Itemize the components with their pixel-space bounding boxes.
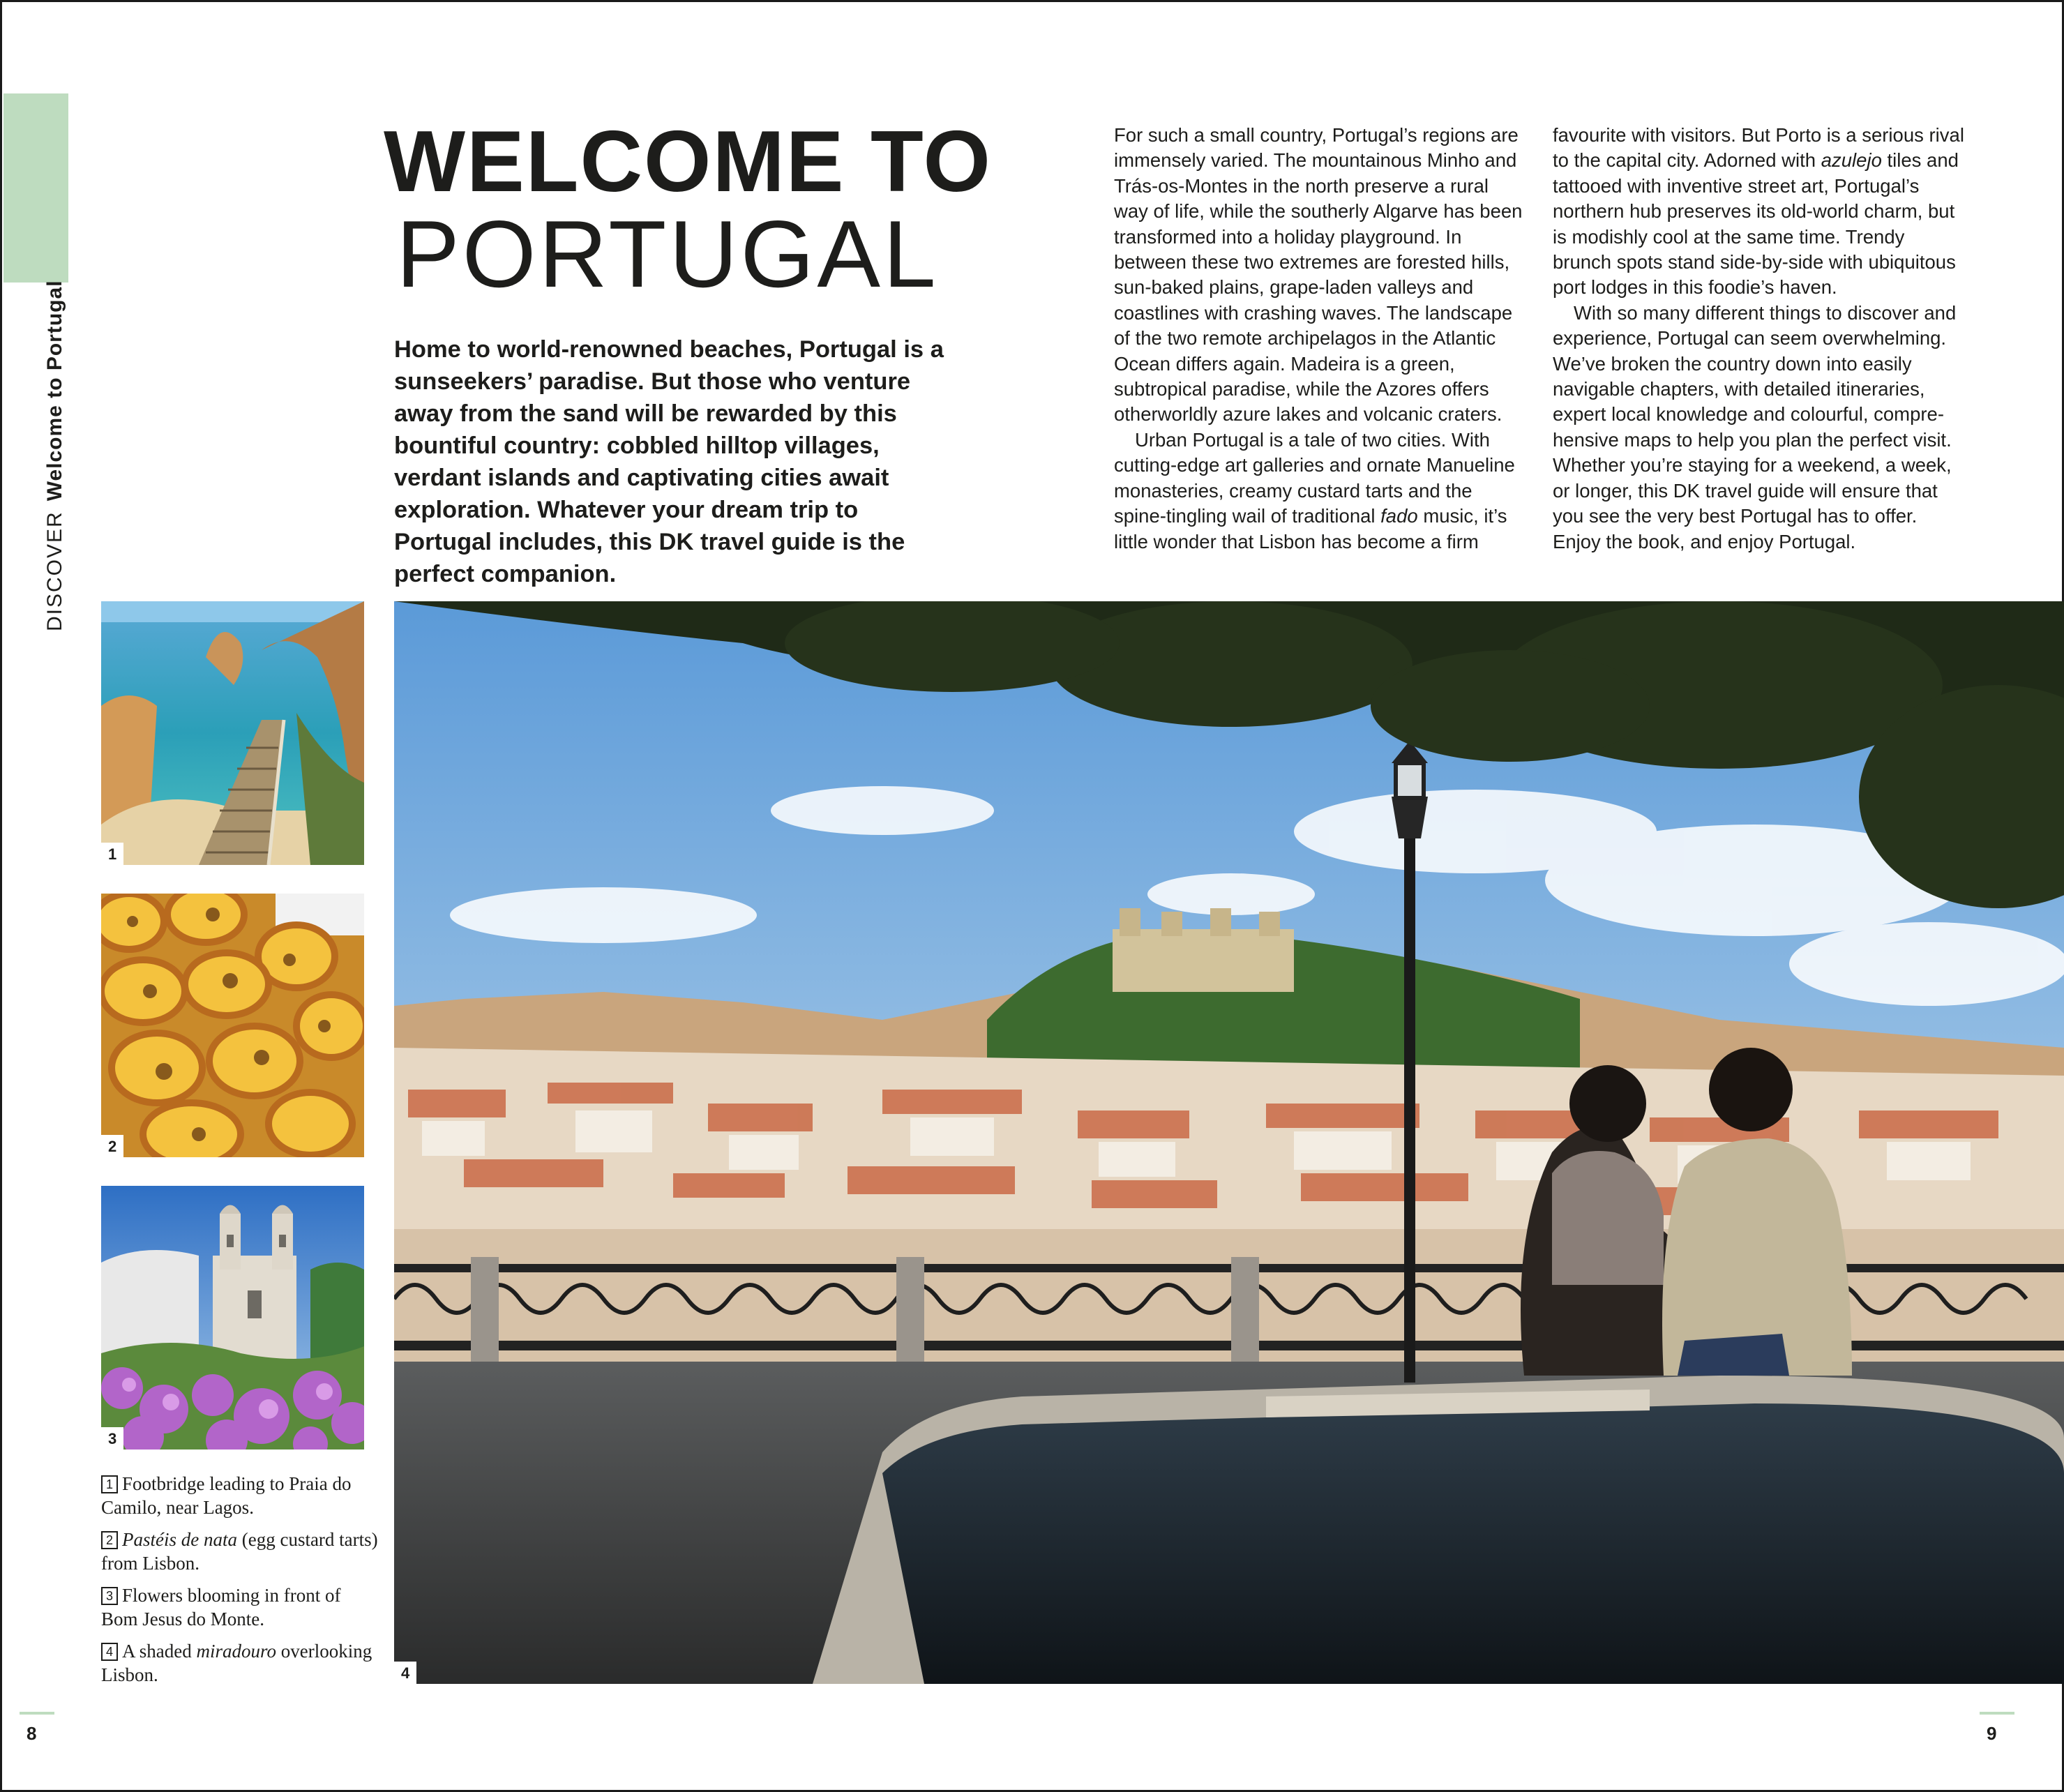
body-paragraph xyxy=(1553,123,1966,301)
photo-number: 2 xyxy=(101,1135,123,1157)
body-text: Urban Portugal is a tale of two cities. With cutting-edge art galleries and ornate Manueline monasteries, creamy custard tarts and the spine-tingling wail of traditional xyxy=(1114,428,1515,527)
caption-number: 4 xyxy=(101,1643,118,1661)
caption-number: 1 xyxy=(101,1475,118,1493)
caption-text: A shaded xyxy=(122,1641,197,1662)
body-emphasis: fado xyxy=(1380,505,1418,527)
photo-bom-jesus xyxy=(101,1186,364,1450)
caption-text: (egg custard tarts) from Lisbon. xyxy=(101,1529,378,1574)
photo-custard-tarts xyxy=(101,894,364,1157)
photo-miradouro-lisbon xyxy=(394,601,2064,1684)
photo-number: 4 xyxy=(394,1662,416,1684)
caption-emphasis: miradouro xyxy=(196,1641,276,1662)
caption-1 xyxy=(101,1472,380,1519)
caption-text: Footbridge leading to Praia do Camilo, near Lagos. xyxy=(101,1473,352,1518)
photo-footbridge xyxy=(101,601,364,865)
caption-4 xyxy=(101,1639,380,1687)
caption-text: Flowers blooming in front of Bom Jesus do Monte. xyxy=(101,1585,341,1629)
photo-number: 3 xyxy=(101,1427,123,1450)
spine-chapter: Welcome to Portugal xyxy=(43,280,66,502)
body-paragraph: For such a small country, Portugal’s regions are immensely varied. The mountainous Minho and Trás-os-Montes in the north preserve a rural way of life, while the southerly Algarve has been transformed into a holiday playground. In between these two extremes are forested hills, sun-baked plains, grape-laden valleys and coastlines with crashing waves. The landscape of the two remote archipelagos in the Atlantic Ocean differs again. Madeira is a green, subtropical paradise, while the Azores offers otherworldly azure lakes and volcanic craters. xyxy=(1114,124,1523,426)
body-paragraph xyxy=(1114,428,1527,555)
caption-3 xyxy=(101,1583,380,1631)
caption-text: overlooking Lisbon. xyxy=(101,1641,372,1685)
body-column-1 xyxy=(1114,123,1527,555)
spine-label xyxy=(43,280,71,631)
body-emphasis: azulejo xyxy=(1821,149,1882,172)
caption-number: 2 xyxy=(101,1531,118,1549)
body-column-2 xyxy=(1553,123,1966,555)
title-line-2: PORTUGAL xyxy=(396,201,939,307)
photo-number: 1 xyxy=(101,843,123,865)
caption-emphasis: Pastéis de nata xyxy=(122,1529,237,1550)
page-number-right: 9 xyxy=(1987,1723,1997,1744)
body-text: favourite with visitors. But Porto is a serious rival to the capital city. Adorned with xyxy=(1553,124,1964,172)
page-title xyxy=(384,114,992,307)
caption-number: 3 xyxy=(101,1587,118,1605)
spine-section: DISCOVER xyxy=(43,511,66,631)
body-text: music, it’s little wonder that Lisbon has become a firm xyxy=(1114,505,1507,552)
intro-paragraph: Home to world-renowned beaches, Portugal is a sunseekers’ paradise. But those who venture away from the sand will be rewarded by this bountiful country: cobbled hilltop villages, verdant islands and captivating cities await exploration. Whatever your dream trip to Portugal includes, this DK travel guide is the perfect companion. xyxy=(394,336,944,587)
chapter-tab xyxy=(3,93,68,283)
photo-captions xyxy=(101,1472,380,1695)
title-line-1: WELCOME TO xyxy=(384,114,992,210)
page-number-left: 8 xyxy=(27,1723,37,1744)
caption-2 xyxy=(101,1528,380,1575)
body-text: tiles and tattooed with inventive street art, Portugal’s northern hub preserves its old-world charm, but is modishly cool at the same time. Trendy brunch spots stand side-by-side with ubiquitous port lodges in this foodie’s haven. xyxy=(1553,149,1959,299)
body-paragraph: With so many different things to discover and experience, Portugal can seem overwhelming. We’ve broken the country down into easily navigable chapters, with detailed itineraries, expert local knowledge and colourful, comprehensive maps to help you plan the perfect visit. Whether you’re staying for a weekend, a week, or longer, this DK travel guide will ensure that you see the very best Portugal has to offer. Enjoy the book, and enjoy Portugal. xyxy=(1553,301,1957,552)
